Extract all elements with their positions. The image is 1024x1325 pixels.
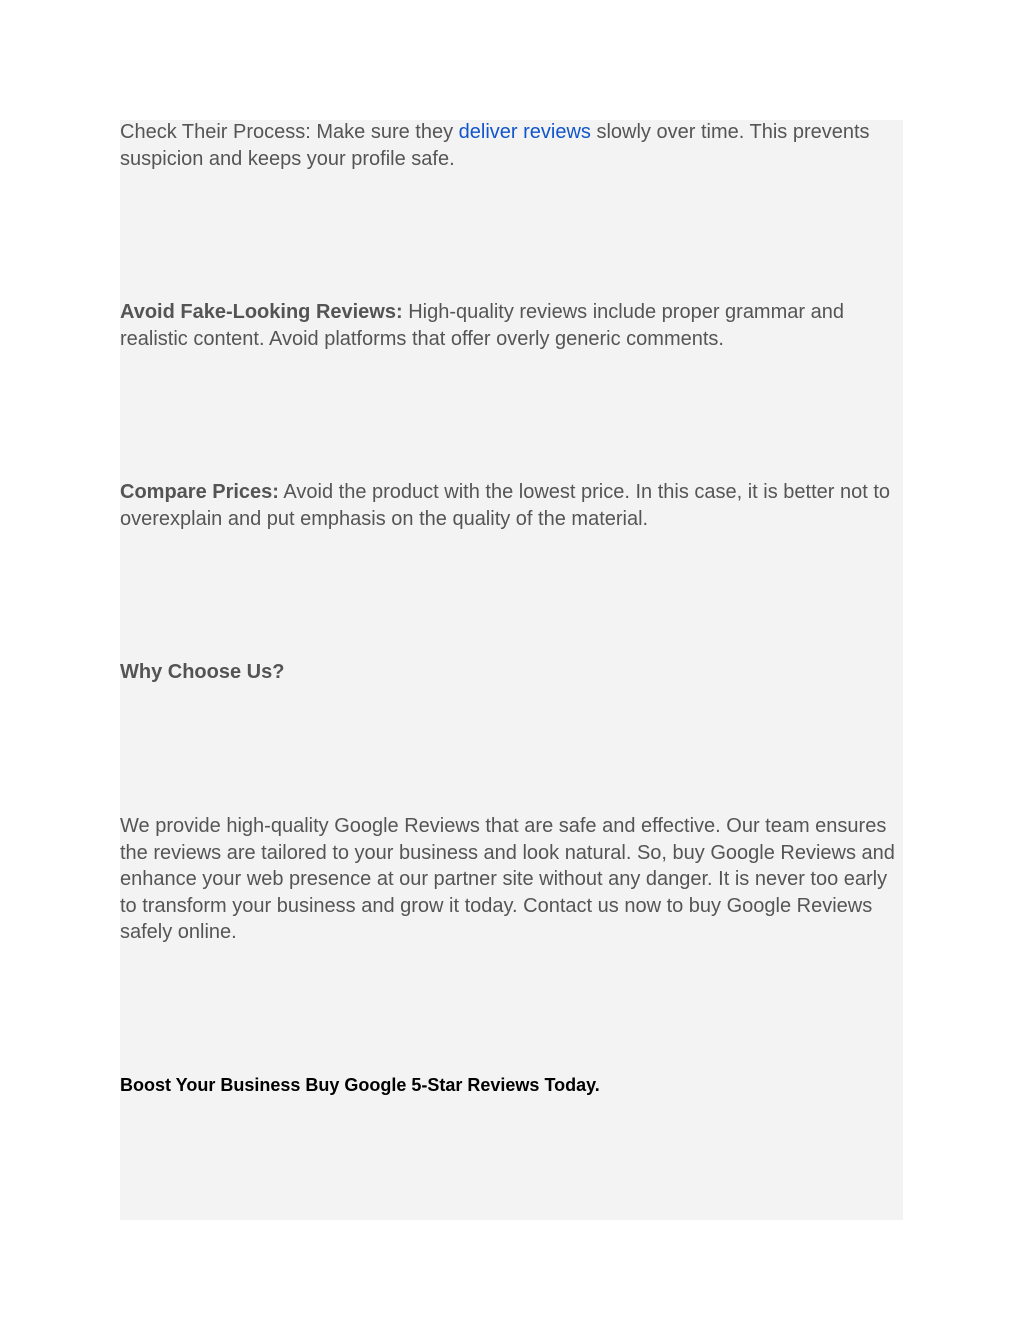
boost-business-heading: Boost Your Business Buy Google 5-Star Reviews Today. xyxy=(120,1075,600,1095)
check-process-paragraph xyxy=(120,119,903,172)
why-choose-us-heading: Why Choose Us? xyxy=(120,661,285,683)
fake-reviews-paragraph xyxy=(120,299,903,352)
compare-prices-paragraph xyxy=(120,479,903,532)
fake-reviews-label: Avoid Fake-Looking Reviews: xyxy=(120,301,403,323)
compare-prices-label: Compare Prices: xyxy=(120,481,279,503)
check-process-text-start: Check Their Process: Make sure they xyxy=(120,121,459,143)
fake-reviews-text: High-quality reviews include proper grammar and realistic content. Avoid platforms that offer overly generic comments. xyxy=(120,301,844,350)
deliver-reviews-link[interactable]: deliver reviews xyxy=(458,121,591,143)
why-choose-us-paragraph: We provide high-quality Google Reviews that are safe and effective. Our team ensures the reviews are tailored to your business and look natural. So, buy Google Reviews and enhance your web presence at our partner site without any danger. It is never too early to transform your business and grow it today. Contact us now to buy Google Reviews safely online. xyxy=(120,815,895,943)
compare-prices-text: Avoid the product with the lowest price. In this case, it is better not to overexplain and put emphasis on the quality of the material. xyxy=(120,481,891,530)
check-process-text-end: slowly over time. This prevents suspicion and keeps your profile safe. xyxy=(120,121,870,170)
